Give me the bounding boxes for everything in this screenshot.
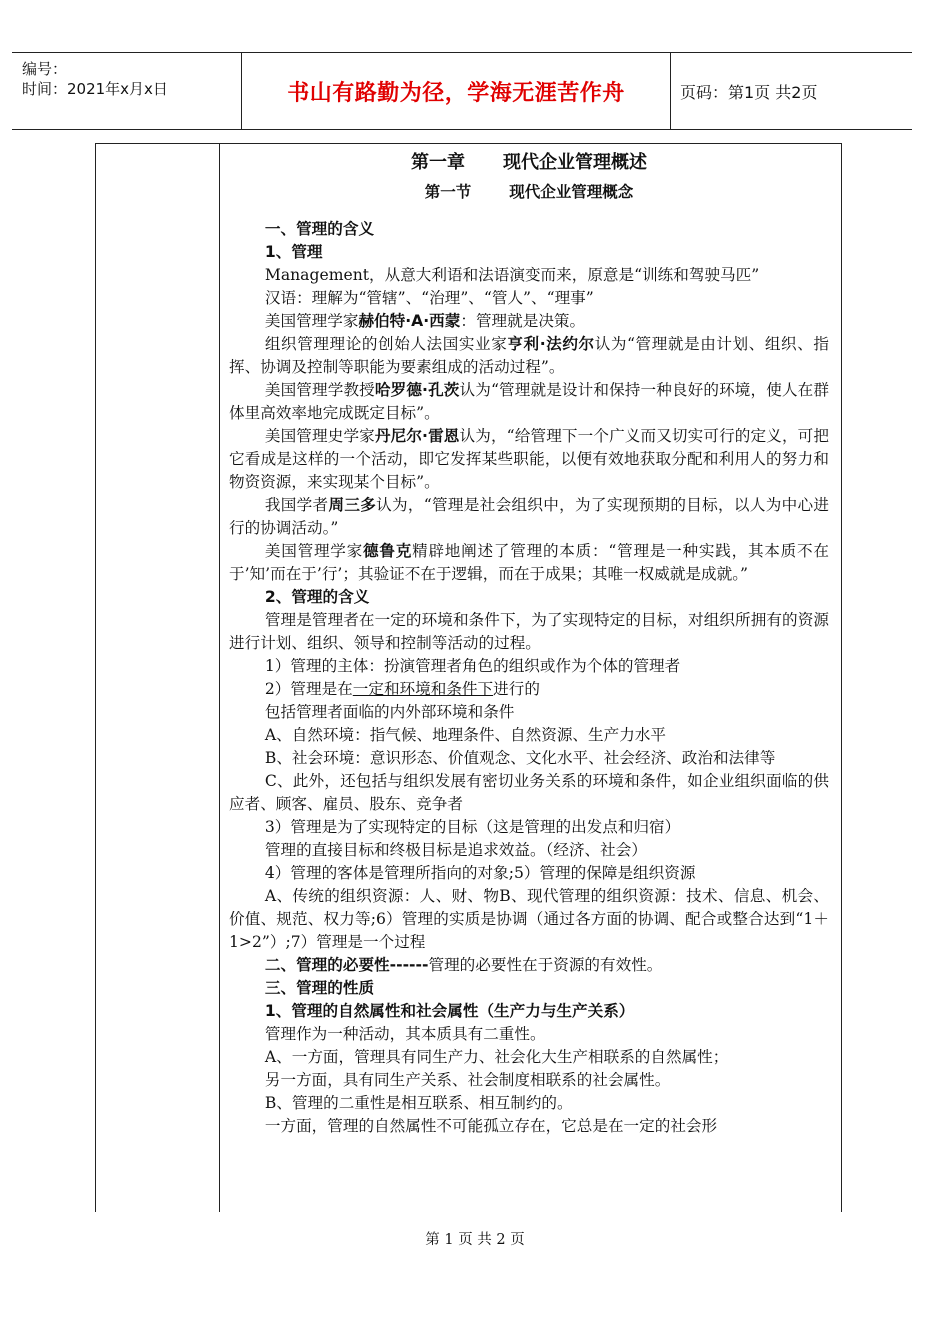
time-label: 时间：2021年x月x日 [22, 80, 168, 98]
page-footer: 第 1 页 共 2 页 [425, 1232, 525, 1248]
content-frame [95, 143, 842, 1212]
page-info: 页码：第1页 共2页 [680, 82, 818, 102]
paragraph: A、自然环境：指气候、地理条件、自然资源、生产力水平 [264, 726, 666, 744]
column-divider [219, 144, 220, 1212]
paragraph: 汉语：理解为“管辖”、“治理”、“管人”、“理事” [264, 289, 594, 307]
header-page-info [680, 53, 912, 129]
paragraph: Management，从意大利语和法语演变而来，原意是“训练和驾驶马匹” [264, 266, 760, 284]
chapter-title: 第一章 现代企业管理概述 [411, 152, 647, 173]
section-title: 第一节 现代企业管理概念 [424, 183, 634, 201]
paragraph: 4）管理的客体是管理所指向的对象;5）管理的保障是组织资源 [264, 864, 696, 882]
paragraph: 管理作为一种活动，其本质具有二重性。 [264, 1025, 546, 1043]
paragraph: A、传统的组织资源：人、财、物B、现代管理的组织资源：技术、信息、机会、价值、规范、权力等;6）管理的实质是协调（通过各方面的协调、配合或整合达到“1＋1>2”）;7）管理是一个过程 [229, 887, 829, 951]
paragraph: 另一方面，具有同生产关系、社会制度相联系的社会属性。 [264, 1071, 671, 1089]
paragraph: 美国管理学教授哈罗德·孔茨认为“管理就是设计和保持一种良好的环境，使人在群体里高效率地完成既定目标”。 [229, 381, 829, 422]
paragraph: 包括管理者面临的内外部环境和条件 [264, 703, 515, 721]
paragraph: 3）管理是为了实现特定的目标（这是管理的出发点和归宿） [264, 818, 681, 836]
paragraph: B、社会环境：意识形态、价值观念、文化水平、社会经济、政治和法律等 [264, 749, 776, 767]
page-header [12, 52, 912, 130]
motto: 书山有路勤为径，学海无涯苦作舟 [287, 80, 625, 106]
heading-2: 二、管理的必要性------管理的必要性在于资源的有效性。 [264, 956, 663, 974]
number-label: 编号： [22, 60, 68, 78]
header-meta [22, 53, 250, 135]
paragraph: 美国管理史学家丹尼尔·雷恩认为，“给管理下一个广义而又切实可行的定义，可把它看成是这样的一个活动，即它发挥某些职能，以便有效地获取分配和利用人的努力和物资资源，来实现某个目标”。 [229, 427, 829, 491]
paragraph: 管理的直接目标和终极目标是追求效益。（经济、社会） [264, 841, 647, 859]
heading-1-1: 1、管理 [264, 243, 323, 261]
paragraph: 我国学者周三多认为，“管理是社会组织中，为了实现预期的目标，以人为中心进行的协调活动。” [229, 496, 829, 537]
paragraph: 美国管理学家赫伯特·A·西蒙：管理就是决策。 [264, 312, 586, 330]
document-body [229, 144, 829, 1138]
paragraph: B、管理的二重性是相互联系、相互制约的。 [264, 1094, 573, 1112]
paragraph: 管理是管理者在一定的环境和条件下，为了实现特定的目标，对组织所拥有的资源进行计划、组织、领导和控制等活动的过程。 [229, 611, 829, 652]
heading-1-2: 2、管理的含义 [264, 588, 370, 606]
heading-3: 三、管理的性质 [264, 979, 375, 997]
paragraph: 1）管理的主体：扮演管理者角色的组织或作为个体的管理者 [264, 657, 681, 675]
header-motto-cell [241, 53, 671, 129]
heading-1: 一、管理的含义 [264, 220, 375, 238]
paragraph: 组织管理理论的创始人法国实业家亨利·法约尔认为“管理就是由计划、组织、指挥、协调及控制等职能为要素组成的活动过程”。 [229, 335, 829, 376]
paragraph: 2）管理是在一定和环境和条件下进行的 [264, 680, 540, 698]
paragraph: C、此外，还包括与组织发展有密切业务关系的环境和条件，如企业组织面临的供应者、顾客、雇员、股东、竞争者 [229, 772, 829, 813]
paragraph: 美国管理学家德鲁克精辟地阐述了管理的本质：“管理是一种实践，其本质不在于’知’而在于’行’；其验证不在于逻辑，而在于成果；其唯一权威就是成就。” [229, 542, 829, 583]
paragraph: A、一方面，管理具有同生产力、社会化大生产相联系的自然属性； [264, 1048, 729, 1066]
paragraph: 一方面，管理的自然属性不可能孤立存在，它总是在一定的社会形 [264, 1117, 718, 1135]
heading-3-1: 1、管理的自然属性和社会属性（生产力与生产关系） [264, 1002, 635, 1020]
